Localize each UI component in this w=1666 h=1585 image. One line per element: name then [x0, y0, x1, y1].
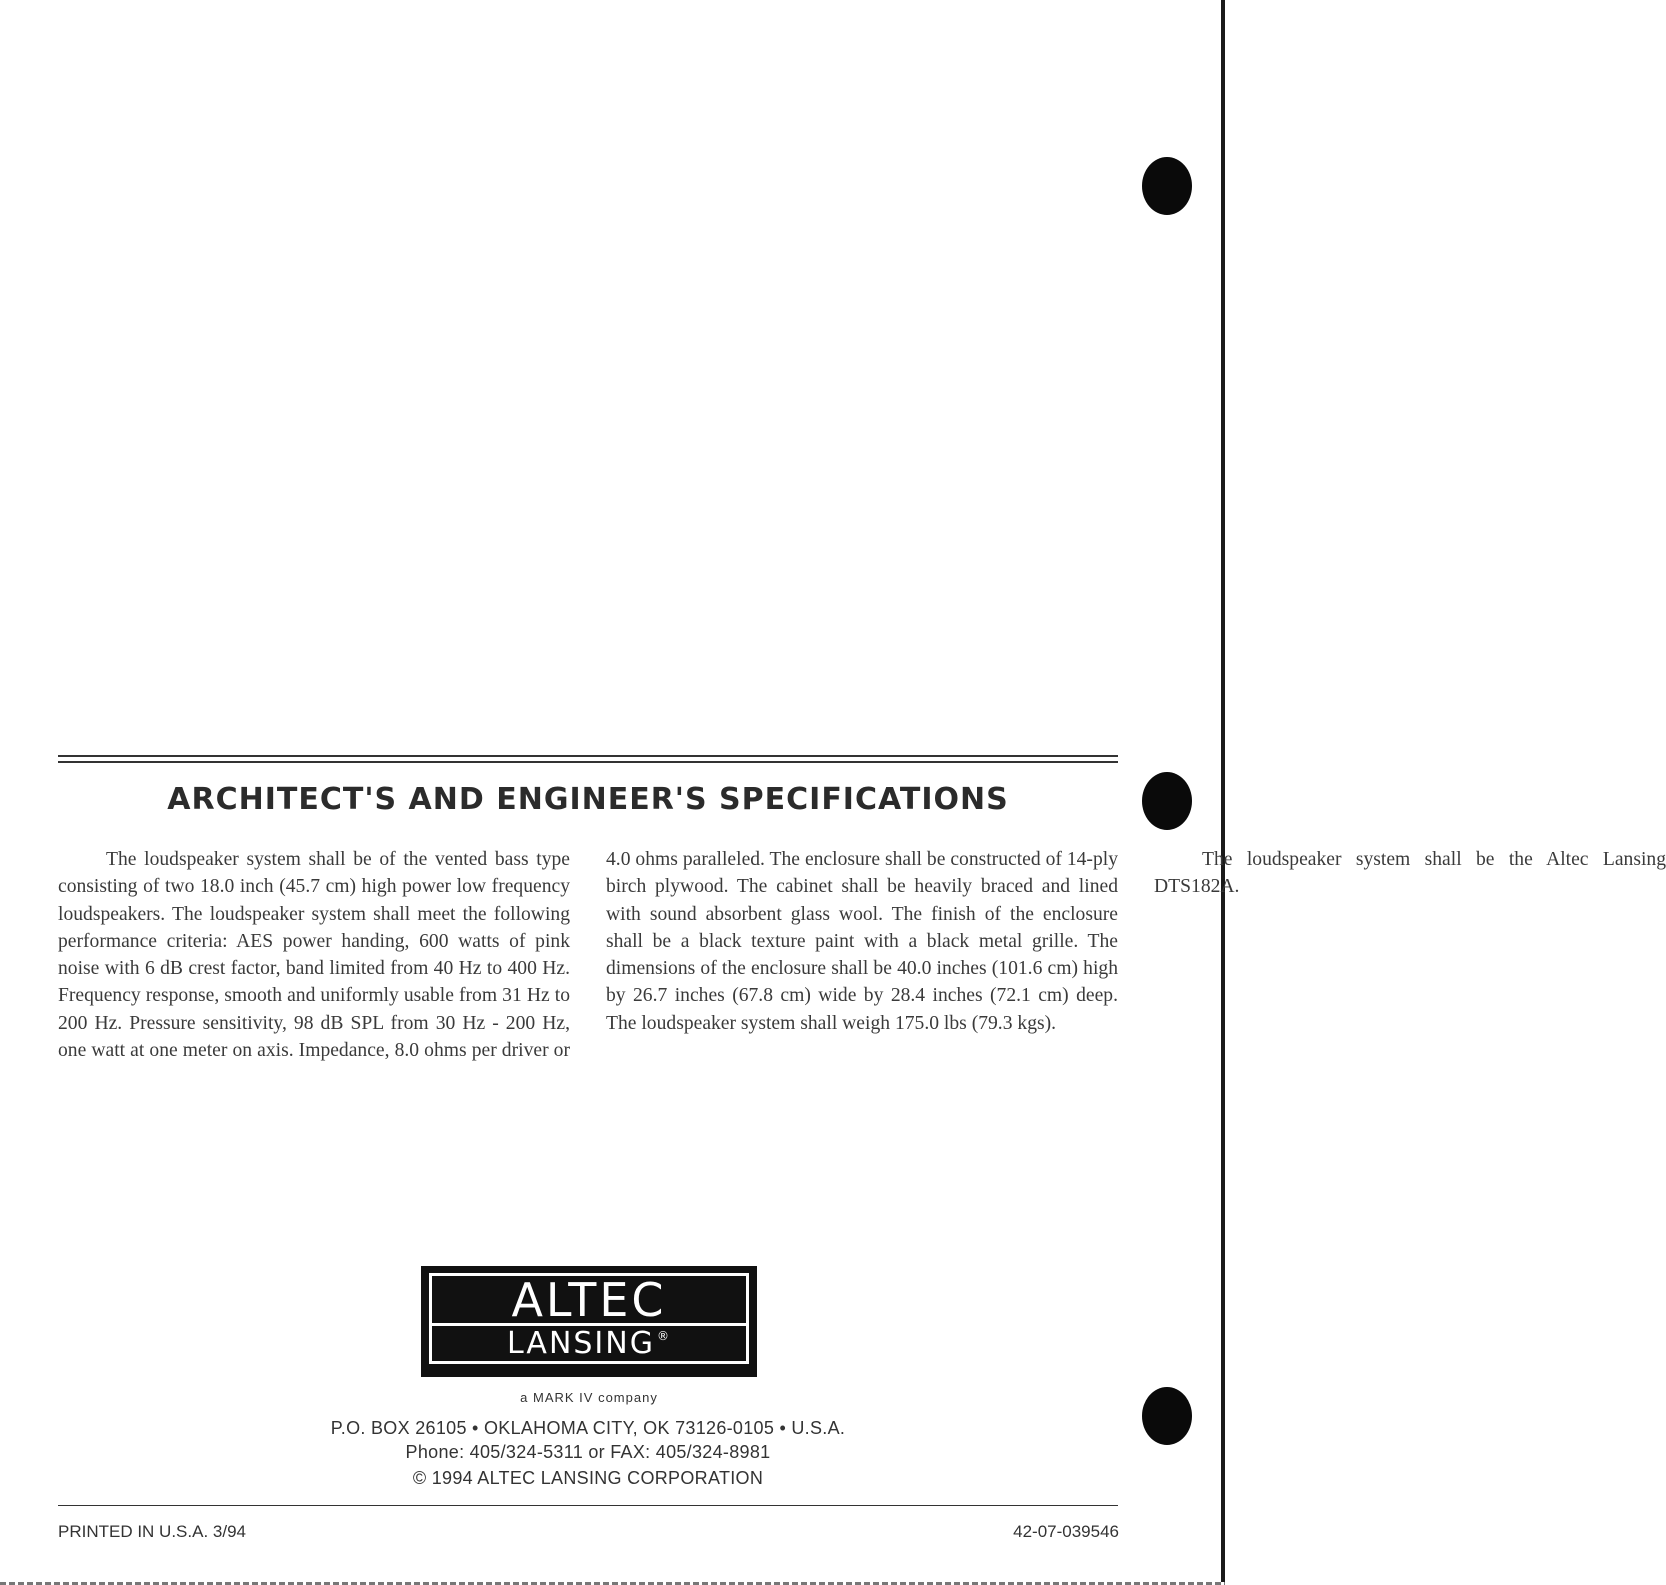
phone-fax: Phone: 405/324-5311 or FAX: 405/324-8981	[405, 1442, 771, 1462]
spec-body	[58, 846, 1666, 1086]
binder-hole-top	[1142, 157, 1192, 215]
spec-paragraph-1: The loudspeaker system shall be of the vented bass type consisting of two 18.0 inch (45.7 cm) high power low frequency loudspeakers. The loudspeaker system shall meet the following performance criteria: AES power handing, 600 watts of pink noise with 6 dB crest factor, band limited from 40 Hz to 400 Hz. Frequency response, smooth and uniformly usable from 31 Hz to 200 Hz. Pressure sensitivity, 98 dB SPL from 30 Hz - 200 Hz, one watt at one meter on axis. Impedance, 8.0 ohms per driver or 4.0 ohms paralleled. The enclosure shall be constructed of 14-ply birch plywood. The cabinet shall be heavily braced and lined with sound absorbent glass wool. The finish of the enclosure shall be a black texture paint with a black metal grille. The dimensions of the enclosure shall be 40.0 inches (101.6 cm) high by 26.7 inches (67.8 cm) wide by 28.4 inches (72.1 cm) deep. The loudspeaker system shall weigh 175.0 lbs (79.3 kgs).	[58, 849, 1118, 1062]
page-edge-right	[1221, 0, 1225, 1585]
logo-altec: ALTEC	[432, 1276, 746, 1326]
binder-hole-bottom	[1142, 1387, 1192, 1445]
logo-lansing-row	[432, 1326, 746, 1361]
mailing-address: P.O. BOX 26105 • OKLAHOMA CITY, OK 73126-0105 • U.S.A.	[330, 1418, 846, 1438]
printed-info: PRINTED IN U.S.A. 3/94	[58, 1522, 246, 1541]
spec-heading: ARCHITECT'S AND ENGINEER'S SPECIFICATIONS	[167, 782, 1009, 817]
document-number: 42-07-039546	[1013, 1522, 1119, 1541]
logo-lansing: LANSING	[507, 1325, 655, 1361]
logo-frame	[429, 1273, 749, 1364]
logo-tagline: a MARK IV company	[520, 1390, 658, 1405]
altec-lansing-logo	[421, 1266, 757, 1377]
section-divider-double	[58, 755, 1118, 763]
registered-mark: ®	[656, 1328, 671, 1343]
copyright: © 1994 ALTEC LANSING CORPORATION	[412, 1468, 764, 1488]
spec-paragraph-2: The loudspeaker system shall be the Altec Lansing DTS182A.	[1154, 849, 1666, 898]
footer-divider	[58, 1505, 1118, 1506]
binder-hole-middle	[1142, 772, 1192, 830]
